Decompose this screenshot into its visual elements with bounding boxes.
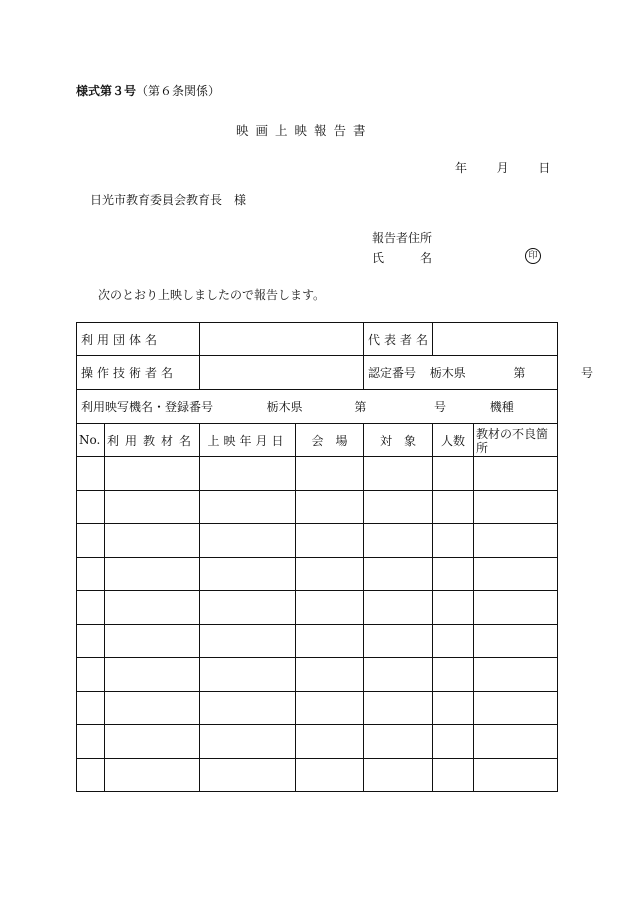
cell[interactable] bbox=[364, 759, 433, 792]
cell[interactable] bbox=[200, 725, 296, 759]
cell[interactable] bbox=[77, 625, 105, 658]
operator-value[interactable] bbox=[200, 356, 364, 390]
table-row bbox=[77, 625, 558, 658]
operator-row bbox=[77, 356, 558, 390]
cell[interactable] bbox=[433, 725, 474, 759]
cell[interactable] bbox=[200, 658, 296, 692]
cell[interactable] bbox=[105, 558, 200, 591]
cell[interactable] bbox=[364, 524, 433, 558]
cell[interactable] bbox=[105, 658, 200, 692]
cell[interactable] bbox=[200, 759, 296, 792]
cell[interactable] bbox=[77, 524, 105, 558]
machine-no: 第 bbox=[354, 400, 367, 414]
cell[interactable] bbox=[474, 491, 558, 524]
report-table bbox=[76, 322, 594, 792]
form-relation: （第６条関係） bbox=[136, 84, 221, 98]
cell[interactable] bbox=[433, 558, 474, 591]
cell[interactable] bbox=[364, 658, 433, 692]
cell[interactable] bbox=[433, 591, 474, 625]
intro-text: 次のとおり上映しましたので報告します。 bbox=[98, 288, 326, 302]
col-defects: 教材の不良箇所 bbox=[474, 424, 558, 457]
table-row bbox=[77, 759, 558, 792]
reporter-name-label bbox=[372, 249, 432, 266]
date-month-label: 月 bbox=[496, 161, 509, 175]
cell[interactable] bbox=[474, 457, 558, 491]
cell[interactable] bbox=[200, 457, 296, 491]
cell[interactable] bbox=[105, 692, 200, 725]
cell[interactable] bbox=[296, 625, 364, 658]
cell[interactable] bbox=[433, 457, 474, 491]
col-count: 人数 bbox=[433, 424, 474, 457]
date-day-label: 日 bbox=[538, 161, 551, 175]
cell[interactable] bbox=[474, 725, 558, 759]
cell[interactable] bbox=[364, 591, 433, 625]
cell[interactable] bbox=[77, 491, 105, 524]
cell[interactable] bbox=[433, 491, 474, 524]
cell[interactable] bbox=[296, 591, 364, 625]
cell[interactable] bbox=[105, 759, 200, 792]
cell[interactable] bbox=[77, 725, 105, 759]
column-header-row bbox=[77, 424, 558, 457]
cell[interactable] bbox=[474, 759, 558, 792]
seal-mark: 印 bbox=[525, 248, 541, 264]
cell[interactable] bbox=[474, 591, 558, 625]
col-date: 上映年月日 bbox=[200, 424, 296, 457]
date-year-label: 年 bbox=[455, 161, 468, 175]
cell[interactable] bbox=[296, 658, 364, 692]
cert-no: 第 bbox=[513, 366, 526, 380]
col-material: 利用教材名 bbox=[105, 424, 200, 457]
org-label: 利用団体名 bbox=[77, 323, 200, 356]
cell[interactable] bbox=[200, 692, 296, 725]
table-row bbox=[77, 591, 558, 625]
cell[interactable] bbox=[77, 658, 105, 692]
cell[interactable] bbox=[296, 692, 364, 725]
cell[interactable] bbox=[296, 759, 364, 792]
machine-pref: 栃木県 bbox=[266, 400, 303, 414]
machine-row bbox=[77, 390, 558, 424]
form-number-main: 様式第３号 bbox=[76, 84, 137, 98]
cell[interactable] bbox=[77, 759, 105, 792]
col-no: No. bbox=[77, 424, 105, 457]
machine-cell[interactable] bbox=[77, 390, 558, 424]
cell[interactable] bbox=[474, 524, 558, 558]
cell[interactable] bbox=[105, 625, 200, 658]
cell[interactable] bbox=[105, 725, 200, 759]
addressee: 日光市教育委員会教育長 様 bbox=[90, 193, 247, 207]
cell[interactable] bbox=[105, 591, 200, 625]
machine-label: 利用映写機名・登録番号 bbox=[81, 400, 214, 414]
rep-value[interactable] bbox=[433, 323, 558, 356]
cell[interactable] bbox=[433, 658, 474, 692]
cell[interactable] bbox=[296, 491, 364, 524]
col-venue: 会 場 bbox=[296, 424, 364, 457]
cell[interactable] bbox=[105, 457, 200, 491]
cell[interactable] bbox=[364, 558, 433, 591]
cell[interactable] bbox=[200, 591, 296, 625]
cell[interactable] bbox=[474, 692, 558, 725]
cell[interactable] bbox=[200, 491, 296, 524]
date-line bbox=[455, 159, 550, 176]
cell[interactable] bbox=[105, 491, 200, 524]
reporter-address-label: 報告者住所 bbox=[372, 231, 433, 245]
cell[interactable] bbox=[364, 725, 433, 759]
operator-label: 操作技術者名 bbox=[77, 356, 200, 390]
cell[interactable] bbox=[200, 625, 296, 658]
cell[interactable] bbox=[433, 625, 474, 658]
document-title: 映画上映報告書 bbox=[236, 123, 373, 138]
table-row bbox=[77, 725, 558, 759]
cell[interactable] bbox=[296, 725, 364, 759]
cell[interactable] bbox=[364, 692, 433, 725]
cell[interactable] bbox=[433, 692, 474, 725]
name-label-2: 名 bbox=[420, 251, 433, 265]
cell[interactable] bbox=[105, 524, 200, 558]
cell[interactable] bbox=[200, 558, 296, 591]
table-row bbox=[77, 524, 558, 558]
cell[interactable] bbox=[474, 658, 558, 692]
cert-pref: 栃木県 bbox=[429, 366, 466, 380]
cell[interactable] bbox=[474, 625, 558, 658]
cell[interactable] bbox=[364, 491, 433, 524]
cell[interactable] bbox=[200, 524, 296, 558]
cell[interactable] bbox=[433, 524, 474, 558]
cell[interactable] bbox=[77, 457, 105, 491]
table-row bbox=[77, 658, 558, 692]
table-row bbox=[77, 457, 558, 491]
cell[interactable] bbox=[364, 625, 433, 658]
cell[interactable] bbox=[433, 759, 474, 792]
cell[interactable] bbox=[364, 457, 433, 491]
cert-go: 号 bbox=[581, 366, 594, 380]
cell[interactable] bbox=[296, 457, 364, 491]
machine-go: 号 bbox=[434, 400, 447, 414]
cell[interactable] bbox=[296, 524, 364, 558]
table-row bbox=[77, 692, 558, 725]
table-row bbox=[77, 491, 558, 524]
cell[interactable] bbox=[296, 558, 364, 591]
table-row bbox=[77, 558, 558, 591]
org-value[interactable] bbox=[200, 323, 364, 356]
cell[interactable] bbox=[474, 558, 558, 591]
cell[interactable] bbox=[77, 558, 105, 591]
cert-label: 認定番号 bbox=[368, 366, 417, 380]
name-label-1: 氏 bbox=[372, 251, 385, 265]
rep-label: 代表者名 bbox=[364, 323, 433, 356]
form-number bbox=[76, 82, 220, 99]
org-row bbox=[77, 323, 558, 356]
cell[interactable] bbox=[77, 591, 105, 625]
cert-cell[interactable] bbox=[364, 356, 594, 390]
col-target: 対 象 bbox=[364, 424, 433, 457]
machine-kind: 機種 bbox=[489, 400, 514, 414]
cell[interactable] bbox=[77, 692, 105, 725]
